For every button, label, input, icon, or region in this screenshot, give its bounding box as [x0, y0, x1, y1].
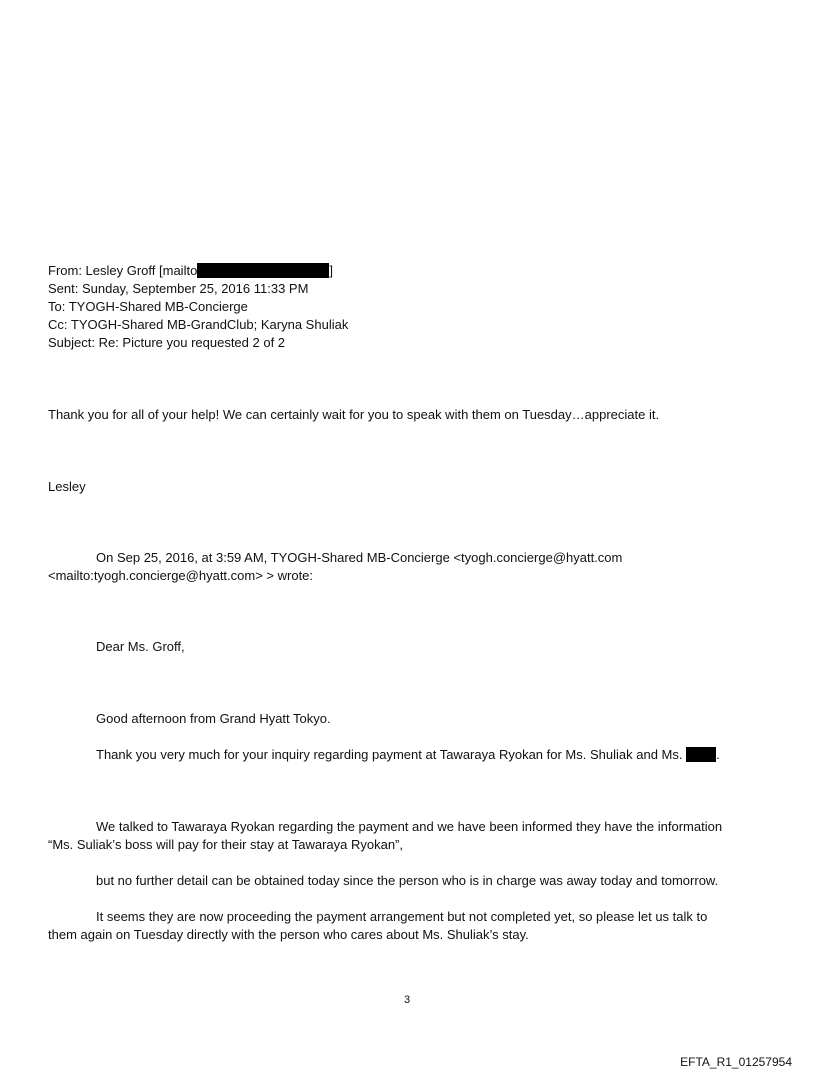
quote-paragraph-5-line-2: them again on Tuesday directly with the person who cares about Ms. Shuliak’s stay. — [48, 927, 529, 942]
reply-signature: Lesley — [48, 479, 86, 494]
redacted-email — [197, 263, 329, 278]
quote-intro-line-2: <mailto:tyogh.concierge@hyatt.com> > wrote: — [48, 568, 314, 583]
page-number: 3 — [404, 994, 411, 1006]
quote-paragraph-2 — [96, 746, 720, 764]
cc-line: Cc: TYOGH-Shared MB-GrandClub; Karyna Shuliak — [48, 317, 349, 332]
reply-body: Thank you for all of your help! We can certainly wait for you to speak with them on Tuesday…appreciate it. — [48, 407, 660, 422]
document-id: EFTA_R1_01257954 — [680, 1055, 792, 1069]
quote-paragraph-3-line-1: We talked to Tawaraya Ryokan regarding the payment and we have been informed they have the information — [96, 819, 723, 834]
quote-paragraph-5-line-1: It seems they are now proceeding the payment arrangement but not completed yet, so please let us talk to — [96, 909, 708, 924]
subject-line: Subject: Re: Picture you requested 2 of 2 — [48, 335, 286, 350]
to-line: To: TYOGH-Shared MB-Concierge — [48, 299, 248, 314]
from-text: From: Lesley Groff [mailto — [48, 263, 198, 278]
redacted-name — [686, 747, 716, 762]
quote-paragraph-3-line-2: “Ms. Suliak’s boss will pay for their stay at Tawaraya Ryokan”, — [48, 837, 403, 852]
quote-greeting: Dear Ms. Groff, — [96, 639, 185, 654]
quote-intro-line-1: On Sep 25, 2016, at 3:59 AM, TYOGH-Shared MB-Concierge <tyogh.concierge@hyatt.com — [96, 550, 623, 565]
from-close: ] — [329, 263, 333, 278]
quote-paragraph-4: but no further detail can be obtained today since the person who is in charge was away today and tomorrow. — [96, 873, 719, 888]
sent-line: Sent: Sunday, September 25, 2016 11:33 PM — [48, 281, 309, 296]
quote-paragraph-1: Good afternoon from Grand Hyatt Tokyo. — [96, 711, 331, 726]
from-line — [48, 262, 333, 280]
quote-paragraph-2-end: . — [716, 747, 720, 762]
quote-paragraph-2-text: Thank you very much for your inquiry regarding payment at Tawaraya Ryokan for Ms. Shuliak and Ms. — [96, 747, 683, 762]
